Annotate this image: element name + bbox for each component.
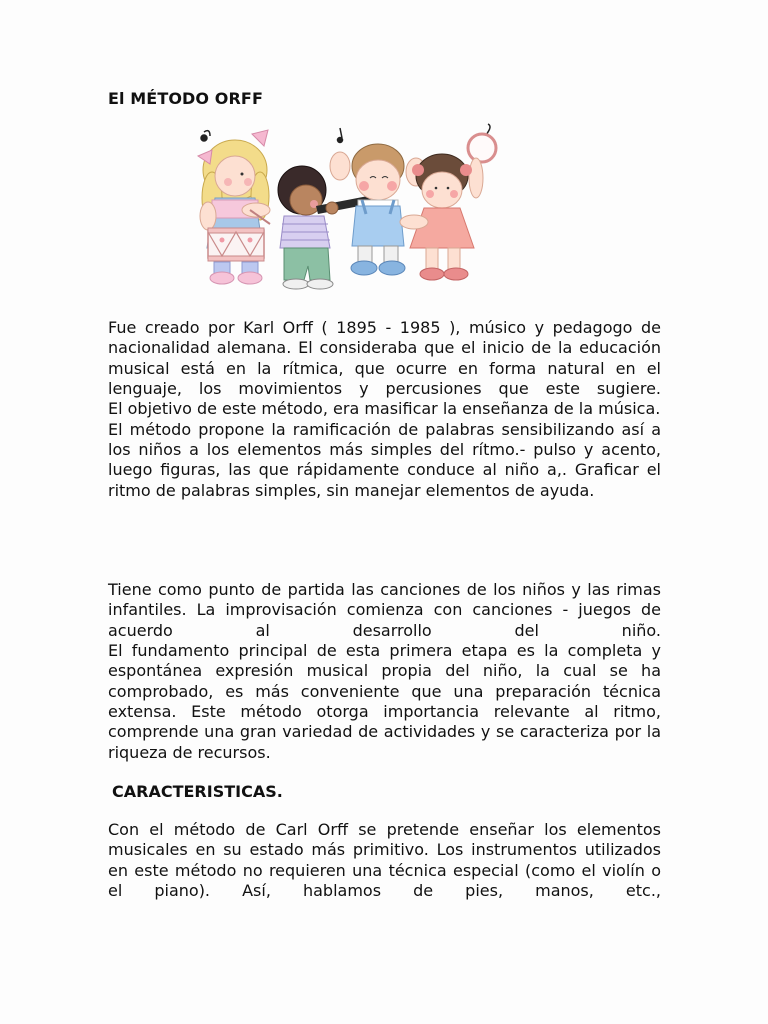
girl-with-tambourine (400, 134, 496, 280)
children-music-illustration (190, 118, 510, 294)
document-title: El MÉTODO ORFF (108, 89, 263, 108)
intro-paragraph (108, 318, 661, 501)
intro-text-line-3: El método propone la ramificación de palabras sensibilizando así a los niños a los elementos más simples del rítmo.- pulso y acento, luego figuras, las que rápidamente conduce al niño a,. Graficar el ritmo de palabras simples, sin manejar elementos de ayuda. (108, 419, 661, 500)
music-note-icon (201, 124, 491, 143)
second-text-line-2: El fundamento principal de esta primera etapa es la completa y espontánea expresión musical propia del niño, la cual se ha comprobado, es más conveniente que una preparación técnica extensa. Este método otorga importancia relevante al ritmo, comprende una gran variedad de actividades y se caracteriza por la riqueza de recursos. (108, 641, 661, 762)
section-heading-caracteristicas: CARACTERISTICAS. (112, 782, 283, 801)
girl-with-drum (198, 130, 270, 284)
third-paragraph (108, 820, 661, 901)
boy-dancing (330, 144, 426, 275)
second-text-line-1: Tiene como punto de partida las canciones de los niños y las rimas infantiles. La improvisación comienza con canciones - juegos de acuerdo al desarrollo del niño. (108, 580, 661, 640)
intro-text-line-2: El objetivo de este método, era masificar la enseñanza de la música. (108, 399, 661, 419)
intro-text-line-1: Fue creado por Karl Orff ( 1895 - 1985 ), músico y pedagogo de nacionalidad alemana. El consideraba que el inicio de la educación musical está en la rítmica, que ocurre en forma natural en el lenguaje, los movimientos y percusiones que este sugiere. (108, 318, 661, 399)
third-text: Con el método de Carl Orff se pretende enseñar los elementos musicales en su estado más primitivo. Los instrumentos utilizados en este método no requieren una técnica especial (como el violín o el piano). Así, hablamos de pies, manos, etc., (108, 820, 661, 901)
second-paragraph (108, 580, 661, 763)
